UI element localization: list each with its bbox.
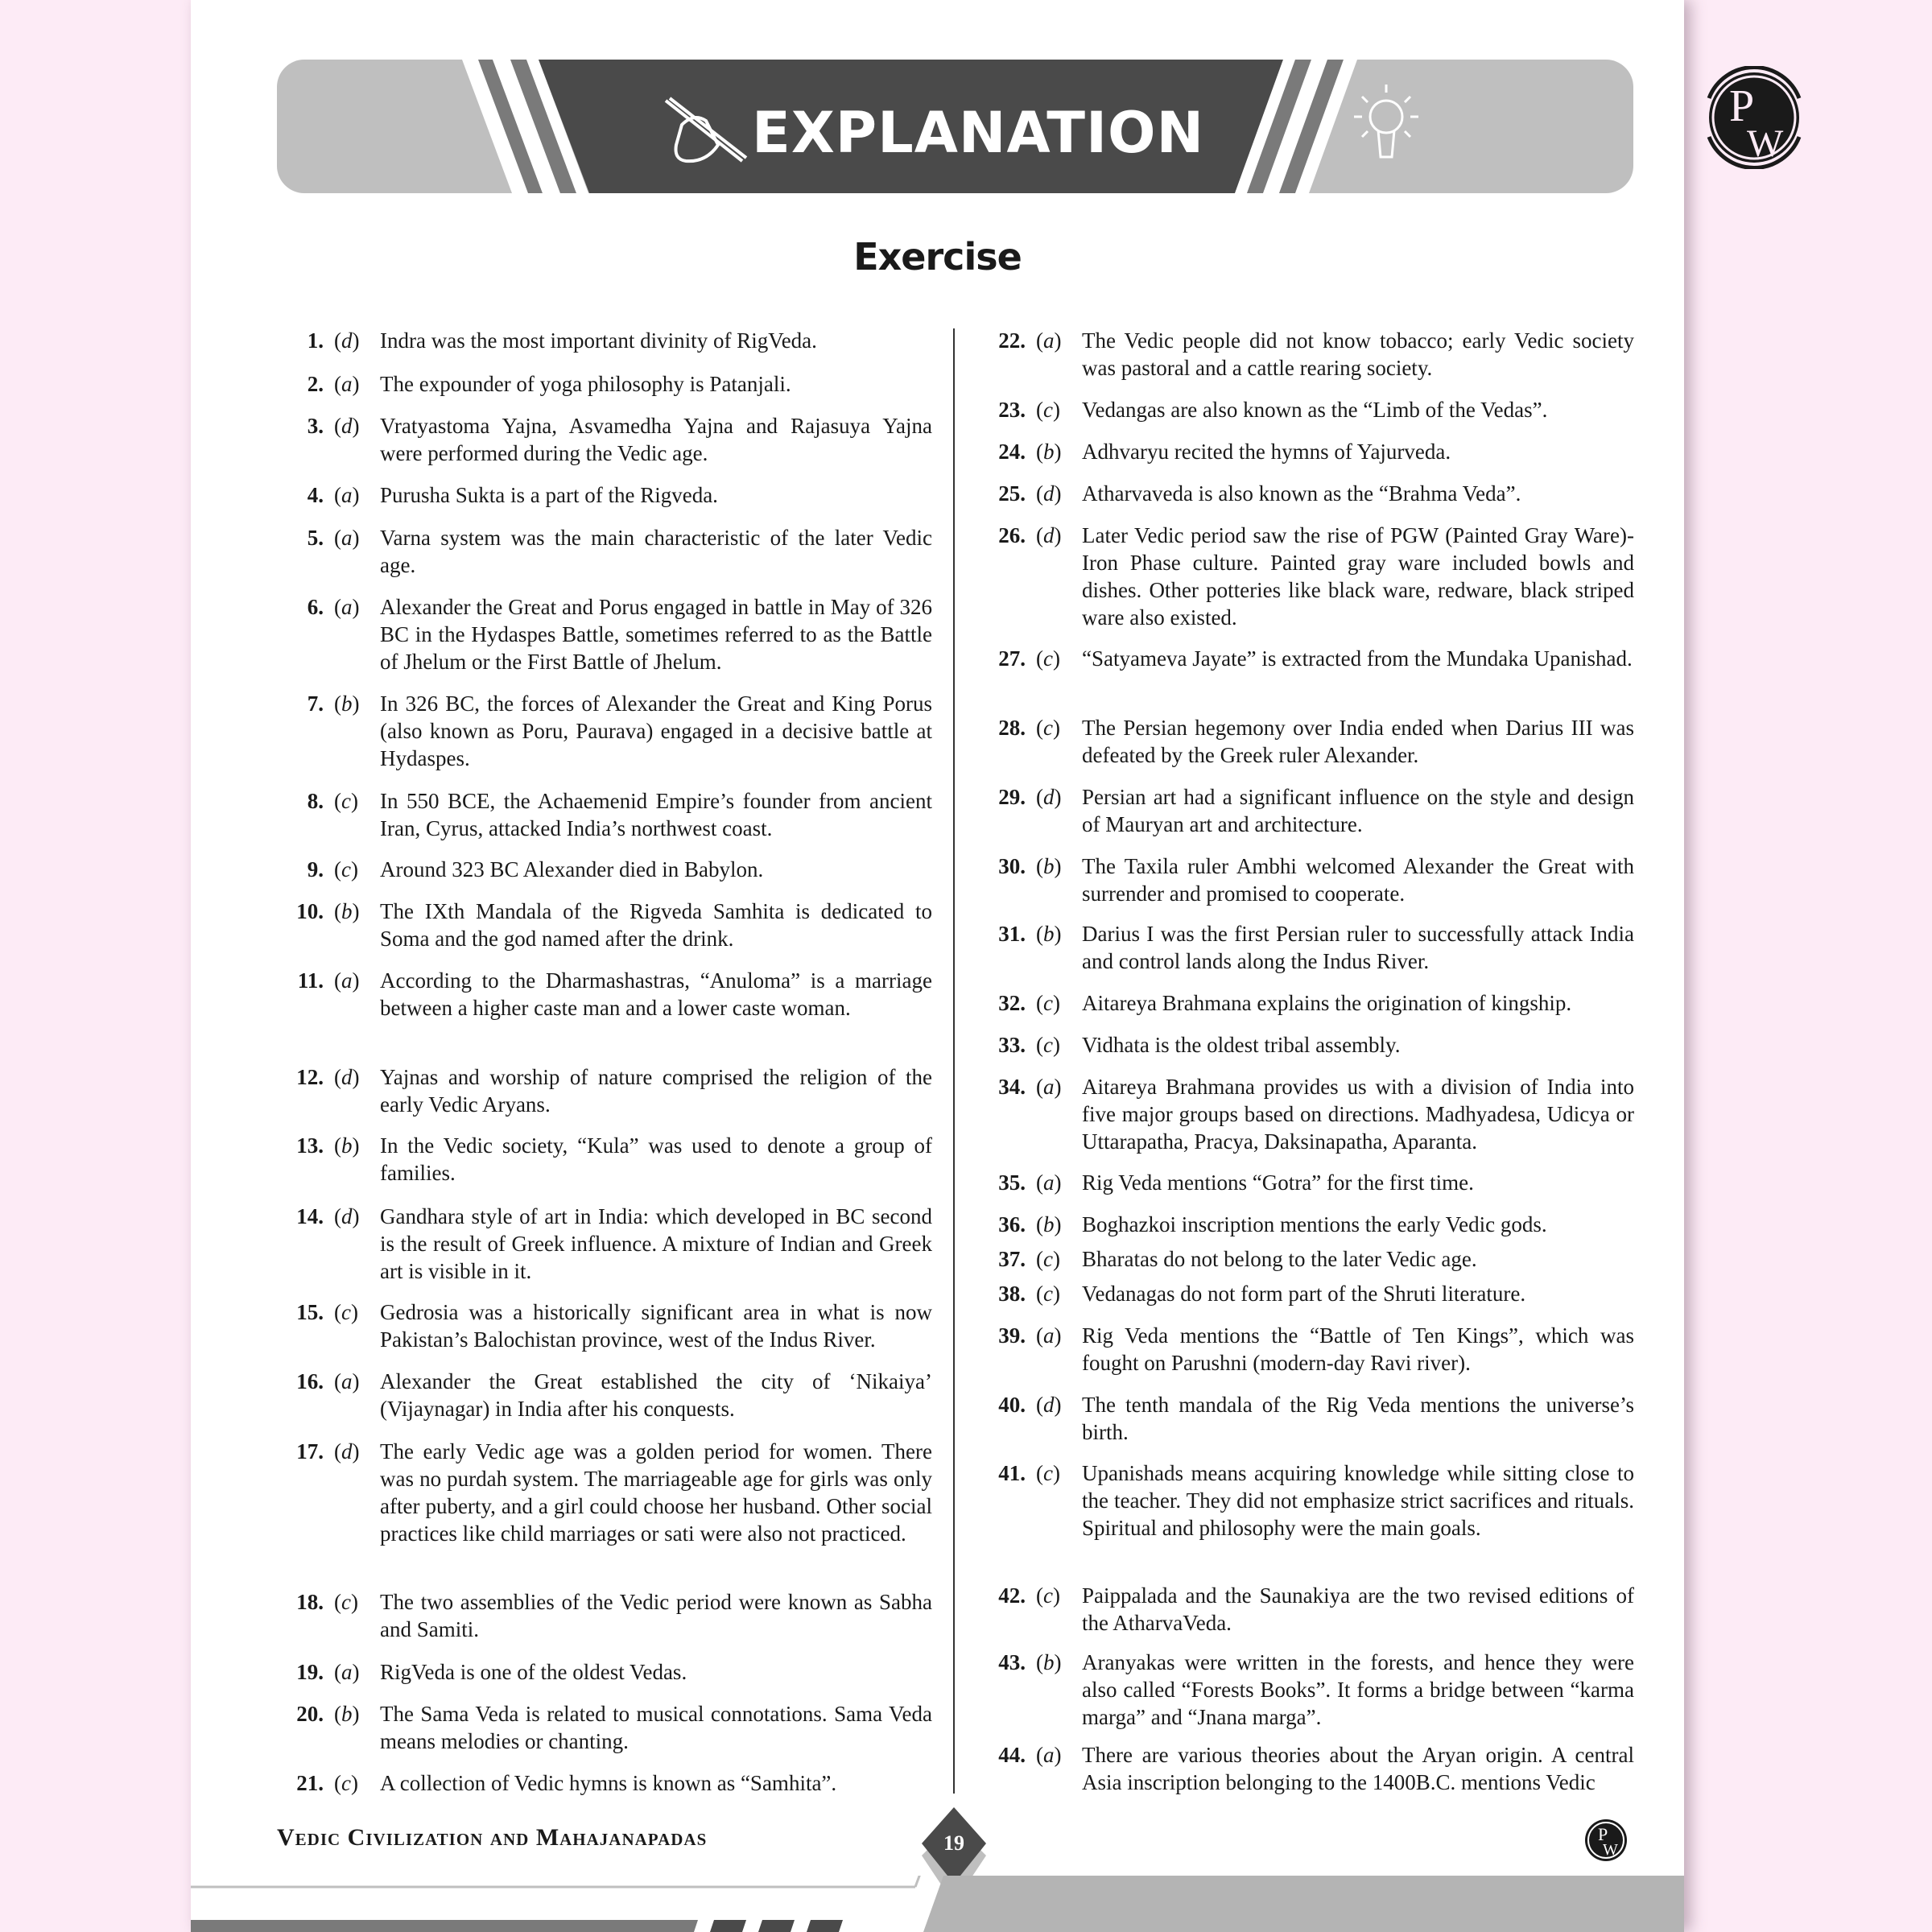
answer-option: (c): [1036, 991, 1060, 1015]
question-number: 35.: [998, 1170, 1026, 1195]
question-number: 39.: [998, 1323, 1026, 1348]
answer-explanation: Vedangas are also known as the “Limb of the Vedas”.: [1082, 398, 1548, 422]
answer-option: (a): [334, 483, 360, 507]
answer-item: [307, 412, 932, 467]
answer-item: [998, 1073, 1634, 1155]
question-number: 29.: [998, 785, 1026, 809]
answer-item: [998, 1169, 1634, 1196]
answer-explanation: The two assemblies of the Vedic period were known as Sabha and Samiti.: [380, 1590, 932, 1641]
answer-option: (a): [334, 372, 360, 396]
question-number: 31.: [998, 922, 1026, 946]
answer-option: (d): [1036, 785, 1062, 809]
answer-explanation: Rig Veda mentions “Gotra” for the first time.: [1082, 1170, 1474, 1195]
question-number: 20.: [296, 1702, 324, 1726]
answer-option: (d): [1036, 523, 1062, 547]
page-number: 19: [943, 1831, 964, 1855]
question-number: 5.: [307, 526, 324, 550]
answer-item: [307, 370, 932, 398]
answer-explanation: The Taxila ruler Ambhi welcomed Alexander the Great with surrender and promised to cooperate.: [1082, 854, 1634, 906]
answer-option: (b): [1036, 1650, 1062, 1674]
answer-item: [307, 524, 932, 579]
answer-explanation: Varna system was the main characteristic of the later Vedic age.: [380, 526, 932, 577]
answer-explanation: The tenth mandala of the Rig Veda mentions the universe’s birth.: [1082, 1393, 1634, 1444]
answer-item: [998, 1245, 1634, 1273]
answer-option: (d): [334, 414, 360, 438]
document-page: [191, 0, 1684, 1932]
answer-item: [998, 480, 1634, 507]
answer-explanation: In 326 BC, the forces of Alexander the Great and King Porus (also known as Poru, Paurava) engaged in a decisive battle at Hydaspes.: [380, 691, 932, 770]
answer-explanation: Atharvaveda is also known as the “Brahma Veda”.: [1082, 481, 1521, 506]
answer-option: (c): [334, 1771, 358, 1795]
question-number: 42.: [998, 1583, 1026, 1608]
pw-logo-icon: [1703, 66, 1806, 169]
question-number: 9.: [307, 857, 324, 881]
answer-item: [307, 787, 932, 842]
answer-item: [998, 1391, 1634, 1446]
question-number: 19.: [296, 1660, 324, 1684]
answer-explanation: Darius I was the first Persian ruler to successfully attack India and control lands along the Indus River.: [1082, 922, 1634, 973]
answer-explanation: Aranyakas were written in the forests, and hence they were also called “Forests Books”. It forms a bridge between “karma marga” and “Jnana marga”.: [1082, 1650, 1634, 1729]
svg-text:P: P: [1598, 1824, 1608, 1844]
question-number: 30.: [998, 854, 1026, 878]
question-number: 27.: [998, 646, 1026, 671]
question-number: 37.: [998, 1247, 1026, 1271]
chapter-title: Vedic Civilization and Mahajanapadas: [277, 1824, 708, 1851]
question-number: 25.: [998, 481, 1026, 506]
question-number: 44.: [998, 1743, 1026, 1767]
answer-item: [998, 645, 1634, 672]
answer-option: (c): [1036, 1033, 1060, 1057]
answer-explanation: Alexander the Great and Porus engaged in battle in May of 326 BC in the Hydaspes Battle, sometimes referred to as the Battle of Jhelum or the First Battle of Jhelum.: [380, 595, 932, 674]
answer-item: [998, 714, 1634, 769]
answer-explanation: Bharatas do not belong to the later Vedic age.: [1082, 1247, 1477, 1271]
lightbulb-icon: [1350, 80, 1422, 169]
column-divider: [953, 328, 955, 1794]
answer-item: [296, 1438, 932, 1547]
answer-option: (d): [334, 1204, 360, 1228]
question-number: 13.: [296, 1133, 324, 1158]
answer-explanation: According to the Dharmashastras, “Anuloma” is a marriage between a higher caste man and a lower caste woman.: [380, 968, 932, 1020]
answer-item: [998, 1211, 1634, 1238]
answer-item: [296, 1769, 932, 1797]
answer-explanation: Alexander the Great established the city of ‘Nikaiya’ (Vijaynagar) in India after his conquests.: [380, 1369, 932, 1421]
answer-explanation: The Sama Veda is related to musical connotations. Sama Veda means melodies or chanting.: [380, 1702, 932, 1753]
question-number: 11.: [297, 968, 324, 993]
answer-explanation: Adhvaryu recited the hymns of Yajurveda.: [1082, 440, 1451, 464]
answer-option: (a): [1036, 1075, 1062, 1099]
answer-item: [307, 856, 932, 883]
question-number: 1.: [307, 328, 324, 353]
pw-footer-logo-icon: [1583, 1818, 1629, 1863]
question-number: 12.: [296, 1065, 324, 1089]
answer-item: [296, 1203, 932, 1285]
answer-item: [998, 396, 1634, 423]
answer-option: (a): [1036, 1170, 1062, 1195]
answer-explanation: RigVeda is one of the oldest Vedas.: [380, 1660, 687, 1684]
question-number: 7.: [307, 691, 324, 716]
answer-item: [307, 690, 932, 772]
answer-item: [296, 1658, 932, 1686]
footer-stripes: [191, 1876, 1684, 1932]
question-number: 22.: [998, 328, 1026, 353]
answer-item: [296, 1700, 932, 1755]
question-number: 15.: [296, 1300, 324, 1324]
question-number: 28.: [998, 716, 1026, 740]
answer-option: (b): [334, 1133, 360, 1158]
question-number: 38.: [998, 1282, 1026, 1306]
answer-explanation: The expounder of yoga philosophy is Patanjali.: [380, 372, 791, 396]
answer-option: (a): [334, 968, 360, 993]
answer-explanation: Upanishads means acquiring knowledge while sitting close to the teacher. They did not emphasize strict sacrifices and rituals. Spiritual and philosophy were the main goals.: [1082, 1461, 1634, 1540]
answer-explanation: A collection of Vedic hymns is known as “Samhita”.: [380, 1771, 837, 1795]
question-number: 16.: [296, 1369, 324, 1393]
answer-explanation: Paippalada and the Saunakiya are the two revised editions of the AtharvaVeda.: [1082, 1583, 1634, 1635]
answer-option: (a): [334, 1660, 360, 1684]
question-number: 21.: [296, 1771, 324, 1795]
question-number: 23.: [998, 398, 1026, 422]
answer-option: (c): [334, 789, 358, 813]
answer-option: (c): [334, 1300, 358, 1324]
answer-explanation: Vratyastoma Yajna, Asvamedha Yajna and Rajasuya Yajna were performed during the Vedic age.: [380, 414, 932, 465]
answer-explanation: The early Vedic age was a golden period for women. There was no purdah system. The marriageable age for girls was only after puberty, and a girl could choose her husband. Other social practices like child marriages or sati were also not practiced.: [380, 1439, 932, 1546]
answer-item: [998, 1649, 1634, 1731]
answer-item: [998, 989, 1634, 1017]
answer-explanation: Aitareya Brahmana explains the origination of kingship.: [1082, 991, 1572, 1015]
answer-item: [297, 967, 932, 1022]
answer-option: (c): [1036, 1247, 1060, 1271]
answer-explanation: The IXth Mandala of the Rigveda Samhita is dedicated to Soma and the god named after the drink.: [380, 899, 932, 951]
answer-option: (d): [334, 1439, 360, 1463]
answer-option: (d): [334, 1065, 360, 1089]
question-number: 36.: [998, 1212, 1026, 1236]
answer-option: (a): [1036, 1323, 1062, 1348]
answer-explanation: Persian art had a significant influence on the style and design of Mauryan art and architecture.: [1082, 785, 1634, 836]
answer-option: (b): [1036, 854, 1062, 878]
svg-text:W: W: [1603, 1841, 1618, 1859]
answer-option: (b): [1036, 922, 1062, 946]
answer-option: (a): [334, 526, 360, 550]
answer-item: [296, 1063, 932, 1118]
question-number: 4.: [307, 483, 324, 507]
answer-explanation: Indra was the most important divinity of RigVeda.: [380, 328, 817, 353]
question-number: 34.: [998, 1075, 1026, 1099]
answer-item: [998, 1280, 1634, 1307]
answer-item: [998, 438, 1634, 465]
answer-option: (b): [334, 691, 360, 716]
answer-item: [998, 920, 1634, 975]
answer-explanation: In the Vedic society, “Kula” was used to denote a group of families.: [380, 1133, 932, 1185]
answer-option: (c): [1036, 1583, 1060, 1608]
answer-item: [998, 327, 1634, 382]
answer-option: (d): [334, 328, 360, 353]
answer-explanation: Gedrosia was a historically significant area in what is now Pakistan’s Balochistan province, west of the Indus River.: [380, 1300, 932, 1352]
question-number: 2.: [307, 372, 324, 396]
answer-option: (c): [1036, 1461, 1060, 1485]
question-number: 40.: [998, 1393, 1026, 1417]
answer-option: (b): [1036, 440, 1062, 464]
question-number: 8.: [307, 789, 324, 813]
svg-text:P: P: [1729, 81, 1755, 131]
answer-explanation: Later Vedic period saw the rise of PGW (Painted Gray Ware)- Iron Phase culture. Painted gray ware included bowls and dishes. Other potteries like black ware, redware, black striped ware also existed.: [1082, 523, 1634, 630]
answer-option: (c): [334, 1590, 358, 1614]
answer-option: (b): [334, 1702, 360, 1726]
answer-option: (a): [1036, 328, 1062, 353]
question-number: 17.: [296, 1439, 324, 1463]
answer-explanation: Gandhara style of art in India: which developed in BC second is the result of Greek influence. A mixture of Indian and Greek art is visible in it.: [380, 1204, 932, 1283]
answer-item: [998, 522, 1634, 631]
answer-item: [998, 1322, 1634, 1377]
answer-explanation: Around 323 BC Alexander died in Babylon.: [380, 857, 764, 881]
question-number: 41.: [998, 1461, 1026, 1485]
section-title: Exercise: [853, 235, 1022, 279]
answer-item: [296, 1588, 932, 1643]
answer-explanation: Vedanagas do not form part of the Shruti literature.: [1082, 1282, 1526, 1306]
writing-hand-icon: [662, 97, 750, 165]
answer-item: [998, 783, 1634, 838]
question-number: 6.: [307, 595, 324, 619]
answer-explanation: In 550 BCE, the Achaemenid Empire’s founder from ancient Iran, Cyrus, attacked India’s northwest coast.: [380, 789, 932, 840]
answer-option: (c): [1036, 1282, 1060, 1306]
answer-item: [296, 1368, 932, 1422]
answer-explanation: Rig Veda mentions the “Battle of Ten Kings”, which was fought on Parushni (modern-day Ravi river).: [1082, 1323, 1634, 1375]
answer-explanation: “Satyameva Jayate” is extracted from the Mundaka Upanishad.: [1082, 646, 1633, 671]
answer-option: (c): [1036, 398, 1060, 422]
answer-explanation: There are various theories about the Aryan origin. A central Asia inscription belonging to the 1400B.C. mentions Vedic: [1082, 1743, 1634, 1794]
answer-explanation: Vidhata is the oldest tribal assembly.: [1082, 1033, 1401, 1057]
question-number: 43.: [998, 1650, 1026, 1674]
answer-option: (a): [334, 1369, 360, 1393]
answer-option: (a): [334, 595, 360, 619]
answer-item: [998, 1459, 1634, 1542]
svg-text:W: W: [1747, 122, 1784, 165]
banner-title: EXPLANATION: [752, 100, 1205, 166]
answer-option: (d): [1036, 481, 1062, 506]
question-number: 14.: [296, 1204, 324, 1228]
answer-explanation: The Persian hegemony over India ended when Darius III was defeated by the Greek ruler Alexander.: [1082, 716, 1634, 767]
question-number: 10.: [296, 899, 324, 923]
answer-option: (b): [334, 899, 360, 923]
answer-option: (c): [1036, 646, 1060, 671]
answer-option: (c): [1036, 716, 1060, 740]
answer-option: (a): [1036, 1743, 1062, 1767]
question-number: 18.: [296, 1590, 324, 1614]
answer-item: [307, 327, 932, 354]
answer-explanation: Aitareya Brahmana provides us with a division of India into five major groups based on directions. Madhyadesa, Udicya or Uttarapatha, Pracya, Daksinapatha, Aparanta.: [1082, 1075, 1634, 1154]
answer-item: [998, 852, 1634, 907]
question-number: 24.: [998, 440, 1026, 464]
answer-item: [296, 898, 932, 952]
answer-item: [307, 593, 932, 675]
answer-item: [998, 1582, 1634, 1637]
answer-option: (d): [1036, 1393, 1062, 1417]
question-number: 26.: [998, 523, 1026, 547]
answer-option: (c): [334, 857, 358, 881]
question-number: 3.: [307, 414, 324, 438]
answer-explanation: Purusha Sukta is a part of the Rigveda.: [380, 483, 718, 507]
answer-option: (b): [1036, 1212, 1062, 1236]
answer-item: [296, 1132, 932, 1187]
answer-explanation: Yajnas and worship of nature comprised the religion of the early Vedic Aryans.: [380, 1065, 932, 1117]
answer-item: [296, 1298, 932, 1353]
answer-item: [998, 1031, 1634, 1059]
answer-item: [998, 1741, 1634, 1796]
question-number: 32.: [998, 991, 1026, 1015]
answer-explanation: The Vedic people did not know tobacco; early Vedic society was pastoral and a cattle rearing society.: [1082, 328, 1634, 380]
answer-item: [307, 481, 932, 509]
answer-explanation: Boghazkoi inscription mentions the early Vedic gods.: [1082, 1212, 1547, 1236]
question-number: 33.: [998, 1033, 1026, 1057]
